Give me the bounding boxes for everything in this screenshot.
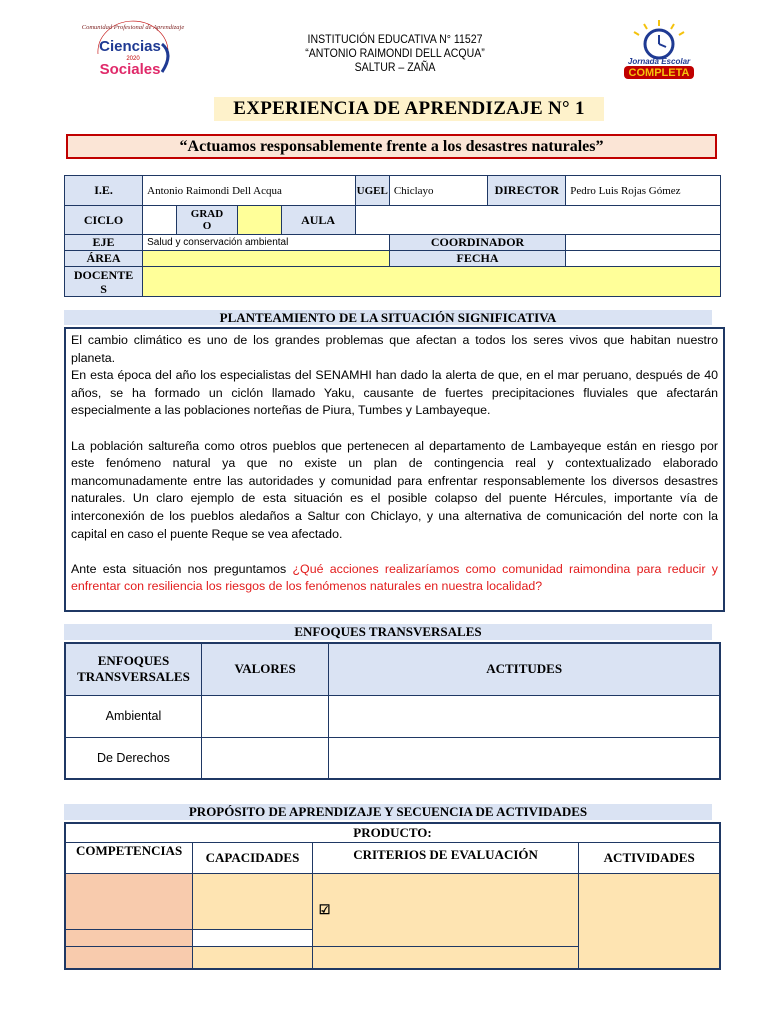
- situation-paragraph-4: [71, 561, 718, 596]
- logo-arc-text: Comunidad Profesional de Aprendizaje: [81, 24, 185, 31]
- general-info-table: [64, 175, 721, 297]
- derechos-valores-cell[interactable]: [201, 737, 328, 779]
- docentes-value[interactable]: [143, 267, 721, 297]
- proposito-table: [64, 822, 721, 970]
- valores-column-header: VALORES: [201, 643, 328, 695]
- experience-subtitle: “Actuamos responsablemente frente a los desastres naturales”: [66, 134, 717, 159]
- ie-label: I.E.: [65, 176, 143, 206]
- grado-label: GRADO: [177, 206, 237, 235]
- ugel-value: Chiclayo: [389, 176, 488, 206]
- capacidades-column-header: CAPACIDADES: [193, 843, 313, 874]
- situation-box: [64, 327, 725, 612]
- director-label: DIRECTOR: [488, 176, 566, 206]
- coordinador-label: COORDINADOR: [389, 235, 565, 251]
- competencia-cell-1[interactable]: [65, 874, 193, 930]
- actividades-column-header: ACTIVIDADES: [579, 843, 720, 874]
- area-value[interactable]: [143, 251, 390, 267]
- logo-word-sociales: Sociales: [99, 61, 161, 78]
- docentes-label: DOCENTES: [65, 267, 143, 297]
- situation-paragraph-3: La población saltureña como otros pueblos que pertenecen al departamento de Lambayeque están en riesgo por este fenómeno natural ya que no existe un plan de contingencia real y contextualizado elaborado mancomunadamente entre las autoridades y comunidad para enfrentar responsablemente los diversos desastres naturales. Un claro ejemplo de esta situación es el posible colapso del puente Hércules, importante vía de interconexión de los pueblos aledaños a Saltur con Chiclayo, y una alternativa de comunicación del norte con la capital en caso el puente Reque se vea afectado.: [71, 438, 718, 541]
- situation-header: PLANTEAMIENTO DE LA SITUACIÓN SIGNIFICATIVA: [64, 310, 712, 325]
- director-value: Pedro Luis Rojas Gómez: [566, 176, 721, 206]
- coordinador-value[interactable]: [566, 235, 721, 251]
- criterio-cell-1[interactable]: [312, 874, 579, 947]
- criterios-column-header: CRITERIOS DE EVALUACIÓN: [312, 843, 579, 874]
- derechos-actitudes-cell[interactable]: [329, 737, 720, 779]
- proposito-header: PROPÓSITO DE APRENDIZAJE Y SECUENCIA DE ACTIVIDADES: [64, 804, 712, 820]
- institution-header: [250, 32, 540, 74]
- competencia-cell-3[interactable]: [65, 947, 193, 969]
- institution-school: “ANTONIO RAIMONDI DELL ACQUA”: [305, 46, 485, 60]
- situation-paragraph-1: El cambio climático es uno de los grandes problemas que afectan a todos los seres vivos que habitan nuestro planeta.: [71, 333, 718, 365]
- logo-word-completa: COMPLETA: [628, 67, 690, 79]
- competencias-column-header: COMPETENCIAS: [65, 843, 193, 874]
- actividad-cell-1[interactable]: [579, 874, 720, 969]
- enfoques-header: ENFOQUES TRANSVERSALES: [64, 624, 712, 640]
- enfoque-ambiental: Ambiental: [65, 695, 201, 737]
- grado-value[interactable]: [237, 206, 281, 235]
- checkbox-icon[interactable]: ☑: [318, 902, 331, 917]
- ie-value: Antonio Raimondi Dell Acqua: [143, 176, 356, 206]
- competencia-cell-2[interactable]: [65, 930, 193, 947]
- producto-label: PRODUCTO:: [65, 823, 720, 843]
- page-title: EXPERIENCIA DE APRENDIZAJE N° 1: [214, 97, 604, 121]
- enfoques-column-header: ENFOQUES TRANSVERSALES: [65, 643, 201, 695]
- area-label: ÁREA: [65, 251, 143, 267]
- logo-word-ciencias: Ciencias: [99, 38, 161, 55]
- fecha-value[interactable]: [566, 251, 721, 267]
- situation-paragraph-2: En esta época del año los especialistas del SENAMHI han dado la alerta de que, en el mar peruano, después de 40 años, se ha formado un ciclón llamado Yaku, causante de fuertes precipitaciones fluviales que afectarán especialmente a las poblaciones norteñas de Piura, Tumbes y Lambayeque.: [71, 368, 718, 418]
- ciclo-label: CICLO: [65, 206, 143, 235]
- ambiental-actitudes-cell[interactable]: [329, 695, 720, 737]
- eje-label: EJE: [65, 235, 143, 251]
- capacidad-cell-1[interactable]: [193, 874, 313, 930]
- ugel-label: UGEL: [355, 176, 389, 206]
- situation-question-intro: Ante esta situación nos preguntamos: [71, 561, 293, 576]
- institution-location: SALTUR – ZAÑA: [354, 60, 436, 74]
- situation-question: ¿Qué acciones realizaríamos como comunidad raimondina para reducir y enfrentar con resiliencia los riesgos de los fenómenos naturales en nuestra localidad?: [71, 561, 719, 594]
- logo-year: 2020: [126, 56, 140, 62]
- capacidad-cell-3[interactable]: [193, 947, 313, 969]
- enfoque-derechos: De Derechos: [65, 737, 201, 779]
- actitudes-column-header: ACTITUDES: [329, 643, 720, 695]
- ciencias-sociales-logo: [81, 20, 185, 82]
- ambiental-valores-cell[interactable]: [201, 695, 328, 737]
- aula-label: AULA: [281, 206, 355, 235]
- logo-word-jornada: Jornada Escolar: [627, 57, 691, 66]
- eje-value: Salud y conservación ambiental: [143, 235, 390, 251]
- capacidad-cell-2[interactable]: [193, 930, 313, 947]
- ciclo-value[interactable]: [143, 206, 177, 235]
- enfoques-table: [64, 642, 721, 780]
- criterio-cell-2[interactable]: [312, 947, 579, 969]
- fecha-label: FECHA: [389, 251, 565, 267]
- aula-value[interactable]: [355, 206, 720, 235]
- institution-name: INSTITUCIÓN EDUCATIVA N° 11527: [307, 32, 483, 46]
- jornada-escolar-completa-logo: [614, 18, 704, 82]
